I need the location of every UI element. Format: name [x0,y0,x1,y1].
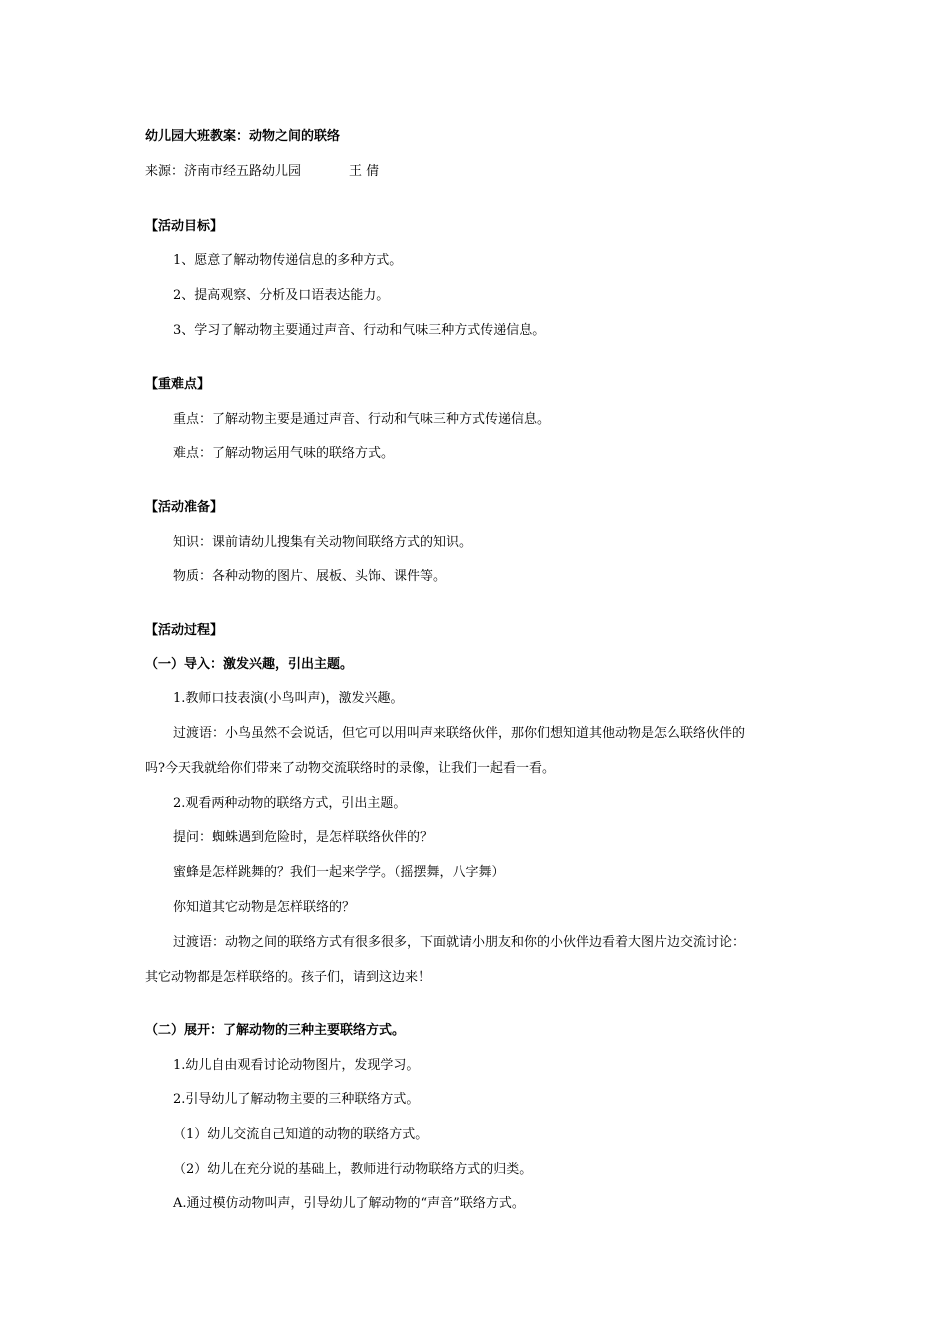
part1-line: 蜜蜂是怎样跳舞的？我们一起来学学。（摇摆舞，八字舞） [173,865,505,880]
part2-heading: （二）展开：了解动物的三种主要联络方式。 [145,1023,406,1038]
process-heading: 【活动过程】 [145,623,224,638]
keypoint-item: 难点：了解动物运用气味的联络方式。 [173,446,395,461]
part1-line: 其它动物都是怎样联络的。孩子们，请到这边来！ [145,970,432,985]
goal-item: 3、学习了解动物主要通过声音、行动和气味三种方式传递信息。 [173,323,546,338]
part1-line: 提问：蜘蛛遇到危险时，是怎样联络伙伴的？ [173,830,434,845]
part1-line: 吗?今天我就给你们带来了动物交流联络时的录像，让我们一起看一看。 [145,761,555,776]
source-label: 来源：济南市经五路幼儿园 [145,164,302,179]
keypoints-heading: 【重难点】 [145,377,211,392]
part2-line: （1）幼儿交流自己知道的动物的联络方式。 [173,1127,429,1142]
prep-item: 知识：课前请幼儿搜集有关动物间联络方式的知识。 [173,535,473,550]
part2-line: 1.幼儿自由观看讨论动物图片，发现学习。 [173,1058,420,1073]
part1-line: 你知道其它动物是怎样联络的？ [173,900,356,915]
prep-item: 物质：各种动物的图片、展板、头饰、课件等。 [173,569,447,584]
part2-line: A.通过模仿动物叫声，引导幼儿了解动物的“声音”联络方式。 [173,1196,525,1211]
part1-heading: （一）导入：激发兴趣，引出主题。 [145,657,354,672]
author-name: 王 倩 [349,164,380,179]
part2-line: 2.引导幼儿了解动物主要的三种联络方式。 [173,1092,420,1107]
keypoint-item: 重点：了解动物主要是通过声音、行动和气味三种方式传递信息。 [173,412,551,427]
goal-item: 2、提高观察、分析及口语表达能力。 [173,288,390,303]
goals-heading: 【活动目标】 [145,219,224,234]
part1-line: 1.教师口技表演(小鸟叫声)，激发兴趣。 [173,691,404,706]
part1-line: 过渡语：动物之间的联络方式有很多很多，下面就请小朋友和你的小伙伴边看着大图片边交流讨论： [173,935,746,950]
part1-line: 2.观看两种动物的联络方式，引出主题。 [173,796,407,811]
part2-line: （2）幼儿在充分说的基础上，教师进行动物联络方式的归类。 [173,1162,533,1177]
document-title: 幼儿园大班教案：动物之间的联络 [145,129,341,144]
goal-item: 1、愿意了解动物传递信息的多种方式。 [173,253,403,268]
part1-line: 过渡语：小鸟虽然不会说话，但它可以用叫声来联络伙伴，那你们想知道其他动物是怎么联络伙伴的 [173,726,746,741]
prep-heading: 【活动准备】 [145,500,224,515]
source-line [145,163,379,181]
